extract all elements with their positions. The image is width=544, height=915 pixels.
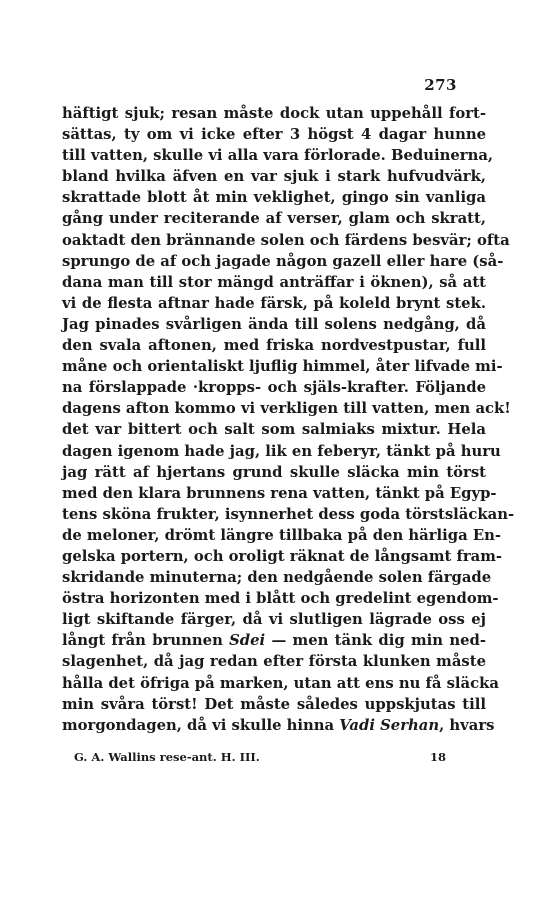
italic-place-name: Vadi Serhan: [339, 716, 440, 734]
text-line: min svåra törst! Det måste således uppskjutas till: [62, 695, 486, 713]
page-footer: [74, 750, 446, 768]
text-segment: , hvars: [439, 716, 495, 734]
text-line: dagens afton kommo vi verkligen till vatten, men ack!: [62, 400, 511, 418]
text-line: östra horizonten med i blått och gredelint egendom-: [62, 590, 499, 608]
text-line: häftigt sjuk; resan måste dock utan uppehåll fort-: [62, 105, 486, 122]
text-line: de meloner, drömt längre tillbaka på den härliga En-: [62, 526, 502, 544]
text-line: hålla det öfriga på marken, utan att ens nu få släcka: [62, 674, 499, 692]
text-line: dagen igenom hade jag, lik en feberyr, tänkt på huru: [62, 442, 501, 460]
text-line: bland hvilka äfven en var sjuk i stark hufvudvärk,: [62, 168, 486, 186]
text-line: oaktadt den brännande solen och färdens besvär; ofta: [62, 231, 510, 249]
text-line: jag rätt af hjertans grund skulle släcka min törst: [62, 463, 486, 481]
text-line: ligt skiftande färger, då vi slutligen lägrade oss ej: [62, 611, 486, 629]
text-line: gelska portern, och oroligt räknat de långsamt fram-: [62, 547, 503, 565]
text-line: det var bittert och salt som salmiaks mixtur. Hela: [62, 421, 486, 439]
text-line: Jag pinades svårligen ända till solens nedgång, då: [62, 315, 486, 333]
text-line-with-italic: [62, 715, 495, 736]
text-line: med den klara brunnens rena vatten, tänkt på Egyp-: [62, 484, 497, 502]
text-segment: långt från brunnen: [62, 632, 230, 650]
text-line: till vatten, skulle vi alla vara förlorade. Beduinerna,: [62, 147, 494, 165]
text-line: den svala aftonen, med friska nordvestpustar, full: [62, 337, 486, 355]
text-line: vi de flesta aftnar hade färsk, på koleld brynt stek.: [62, 294, 486, 312]
text-segment: morgondagen, då vi skulle hinna: [62, 716, 340, 734]
text-line: na förslappade ·kropps- och själs-krafter. Följande: [62, 379, 486, 397]
text-line: gång under reciterande af verser, glam och skratt,: [62, 210, 486, 228]
text-line: tens sköna frukter, isynnerhet dess goda törstsläckan-: [62, 505, 515, 523]
text-segment: — men tänk dig min ned-: [265, 632, 486, 650]
page-number: 273: [424, 76, 457, 94]
text-line: sättas, ty om vi icke efter 3 högst 4 dagar hunne: [62, 126, 486, 144]
italic-place-name: Sdei: [229, 632, 266, 650]
body-text: [62, 103, 515, 736]
text-line: skrattade blott åt min veklighet, gingo sin vanliga: [62, 189, 486, 207]
text-line: slagenhet, då jag redan efter första klunken måste: [62, 653, 486, 671]
text-line: dana man till stor mängd anträffar i öknen), så att: [62, 273, 486, 291]
text-line: sprungo de af och jagade någon gazell eller hare (så-: [62, 252, 504, 270]
text-line: skridande minuterna; den nedgående solen färgade: [62, 569, 492, 587]
text-line-with-italic: [62, 630, 486, 651]
text-line: måne och orientaliskt ljuflig himmel, åter lifvade mi-: [62, 358, 503, 376]
printer-signature: G. A. Wallins rese-ant. H. III.: [74, 750, 260, 764]
sheet-number: 18: [429, 750, 446, 764]
